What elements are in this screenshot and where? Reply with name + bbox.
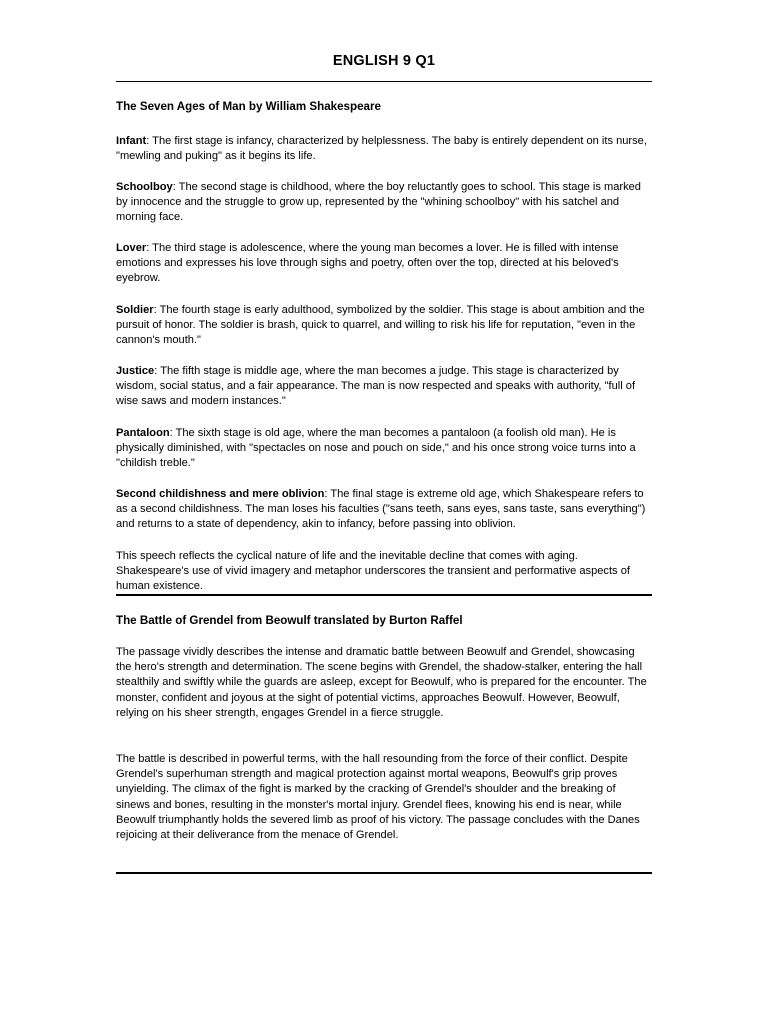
title-divider bbox=[116, 81, 652, 82]
stage-name: Infant bbox=[116, 135, 147, 147]
document-title: ENGLISH 9 Q1 bbox=[332, 53, 436, 69]
stage-text: : The second stage is childhood, where the boy reluctantly goes to school. This stage is marked by innocence and the struggle to grow up, represented by the "whining schoolboy" with his satchel and morning face. bbox=[116, 181, 641, 224]
stage-paragraph-justice bbox=[116, 364, 652, 410]
stage-text: : The first stage is infancy, characterized by helplessness. The baby is entirely dependent on its nurse, "mewling and puking" as it begins its life. bbox=[116, 135, 647, 163]
stage-paragraph-lover bbox=[116, 241, 652, 287]
stage-name: Pantaloon bbox=[116, 427, 170, 439]
section-divider bbox=[116, 594, 652, 596]
stage-paragraph-schoolboy bbox=[116, 180, 652, 226]
stage-text: : The fourth stage is early adulthood, symbolized by the soldier. This stage is about ambition and the pursuit of honor. The soldier is brash, quick to quarrel, and willing to risk his life for reputation, "even in the cannon's mouth." bbox=[116, 304, 645, 347]
stage-name: Schoolboy bbox=[116, 181, 173, 193]
stage-text: : The final stage is extreme old age, which Shakespeare refers to as a second childishness. The man loses his faculties ("sans teeth, sans eyes, sans taste, sans everything") and returns to a state of dependency, akin to infancy, before passing into oblivion. bbox=[116, 488, 646, 531]
stage-paragraph-soldier bbox=[116, 303, 652, 349]
stage-text: : The sixth stage is old age, where the man becomes a pantaloon (a foolish old man). He is physically diminished, with "spectacles on nose and pouch on side," and his once strong voice turns into a "childish treble." bbox=[116, 427, 636, 470]
stage-text: : The third stage is adolescence, where the young man becomes a lover. He is filled with intense emotions and expresses his love through sighs and poetry, often over the top, directed at his beloved's eyebrow. bbox=[116, 242, 619, 285]
stage-paragraph-pantaloon bbox=[116, 426, 652, 472]
stage-text: : The fifth stage is middle age, where the man becomes a judge. This stage is characterized by wisdom, social status, and a fair appearance. The man is now respected and speaks with authority, "full of wise saws and modern instances." bbox=[116, 365, 636, 408]
stage-name: Justice bbox=[116, 365, 155, 377]
section-heading-seven-ages: The Seven Ages of Man by William Shakespeare bbox=[116, 100, 381, 113]
section-heading-beowulf: The Battle of Grendel from Beowulf translated by Burton Raffel bbox=[116, 614, 463, 627]
stage-paragraph-infant bbox=[116, 134, 652, 164]
stage-name: Second childishness and mere oblivion bbox=[116, 488, 325, 500]
beowulf-paragraph-2: The battle is described in powerful terms, with the hall resounding from the force of their conflict. Despite Grendel's superhuman strength and magical protection against mortal weapons, Beowulf's grip proves unyielding. The climax of the fight is marked by the cracking of Grendel's shoulder and the breaking of sinews and bones, resulting in the monster's mortal injury. Grendel flees, knowing his end is near, while Beowulf triumphantly holds the severed limb as proof of his victory. The passage concludes with the Danes rejoicing at their deliverance from the menace of Grendel. bbox=[116, 753, 640, 842]
bottom-divider bbox=[116, 872, 652, 874]
stage-paragraph-second-childishness bbox=[116, 487, 652, 533]
section-summary-paragraph: This speech reflects the cyclical nature of life and the inevitable decline that comes with aging. Shakespeare's use of vivid imagery and metaphor underscores the transient and performative aspects of human existence. bbox=[116, 550, 630, 593]
beowulf-paragraph-1: The passage vividly describes the intense and dramatic battle between Beowulf and Grendel, showcasing the hero's strength and determination. The scene begins with Grendel, the shadow-stalker, entering the hall stealthily and swiftly while the guards are asleep, except for Beowulf, who is prepared for the encounter. The monster, confident and joyous at the sight of potential victims, approaches Beowulf. However, Beowulf, relying on his sheer strength, engages Grendel in a fierce struggle. bbox=[116, 646, 647, 719]
stage-name: Soldier bbox=[116, 304, 154, 316]
stage-name: Lover bbox=[116, 242, 147, 254]
